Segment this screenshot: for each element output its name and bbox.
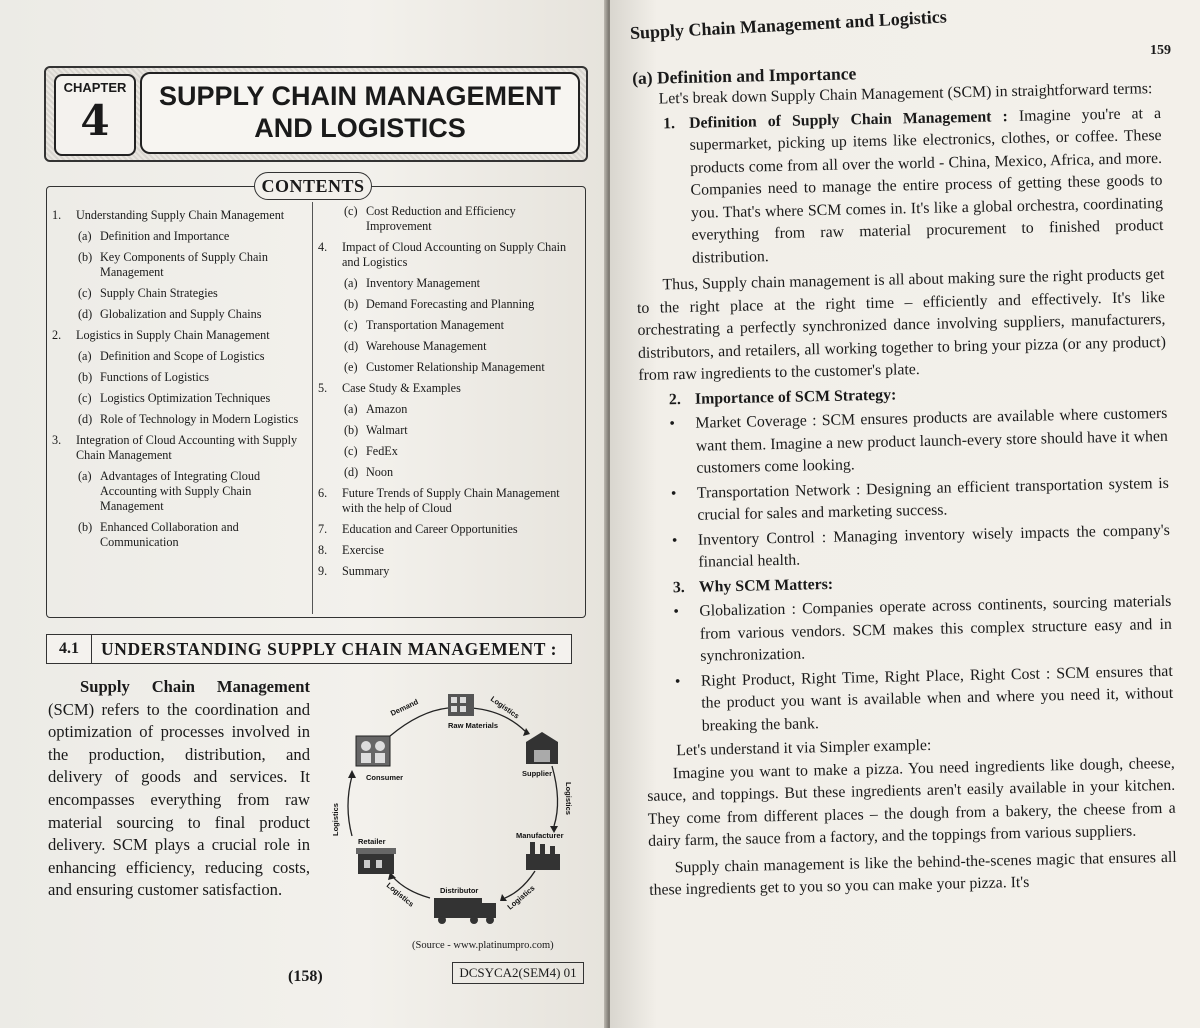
contents-item-number: (c) — [344, 204, 358, 218]
contents-item-text: Customer Relationship Management — [366, 360, 545, 374]
example-paragraph: Imagine you want to make a pizza. You need ingredients like dough, cheese, sauce, and toppings. But these ingredients aren't easily available in your kitchen. They come from different places – the dough from a bakery, the cheese from a dairy farm, the sauce from a factory, and the toppings from various suppliers. — [647, 754, 1176, 850]
contents-item-text: Enhanced Collaboration and Communication — [100, 520, 239, 549]
contents-item — [52, 433, 308, 463]
contents-item — [52, 520, 308, 550]
contents-item-number: (c) — [78, 286, 92, 300]
section-number: 4.1 — [47, 635, 92, 663]
supply-chain-diagram — [330, 686, 573, 936]
bullet-title: Market Coverage : — [695, 412, 822, 432]
bullet-item — [643, 591, 1172, 670]
contents-item — [318, 486, 580, 516]
contents-item-number: (b) — [344, 297, 359, 311]
contents-item — [52, 391, 308, 406]
chapter-label: CHAPTER — [63, 80, 127, 95]
bullet-title: Globalization : — [699, 600, 803, 620]
intro-paragraph — [48, 676, 310, 902]
contents-item — [52, 208, 308, 223]
consumer-icon — [356, 736, 390, 766]
item-2-number: 2. — [668, 390, 681, 408]
contents-item-number: 9. — [318, 564, 328, 578]
contents-item-number: (a) — [344, 402, 358, 416]
contents-item — [318, 276, 580, 291]
bullet-text: Companies operate across continents, sourcing materials from various vendors. SCM makes this complex structure easy and in synchronization. — [699, 592, 1172, 665]
contents-item-number: 4. — [318, 240, 328, 254]
contents-item-number: (d) — [344, 339, 359, 353]
contents-item-number: (d) — [78, 307, 93, 321]
logistics-label-2: Logistics — [564, 782, 573, 815]
right-page-number: 159 — [1150, 43, 1171, 58]
contents-item-text: Integration of Cloud Accounting with Supply Chain Management — [76, 433, 298, 462]
right-page — [610, 0, 1200, 1028]
supplier-icon — [526, 732, 558, 764]
bullet-item — [642, 519, 1171, 575]
contents-item-text: Role of Technology in Modern Logistics — [100, 412, 299, 426]
contents-item-number: 1. — [52, 208, 62, 222]
contents-item — [318, 297, 580, 312]
item-2-bullets — [639, 403, 1170, 576]
contents-item — [318, 465, 580, 480]
running-head: Supply Chain Management and Logistics — [629, 6, 948, 43]
contents-item-number: (b) — [78, 520, 93, 534]
contents-item-number: (d) — [344, 465, 359, 479]
bullet-icon: • — [669, 415, 676, 433]
consumer-label: Consumer — [366, 773, 404, 782]
raw-materials-icon — [448, 694, 474, 716]
section-title: UNDERSTANDING SUPPLY CHAIN MANAGEMENT : — [101, 639, 558, 659]
contents-item-number: (d) — [78, 412, 93, 426]
section-heading — [46, 634, 572, 664]
item-1-text: Imagine you're at a supermarket, picking up items like electronics, clothes, or coffee. These products come from all over the world - China, Mexico, Africa, and more. Companies need to manage the entire process of getting these goods to you. That's where SCM comes in. It's like a global orchestra, coordinating everything from raw material procurement to finished product distribution. — [689, 104, 1164, 267]
contents-item — [52, 469, 308, 514]
contents-item-text: Amazon — [366, 402, 408, 416]
contents-item-text: Inventory Management — [366, 276, 481, 290]
item-3-number: 3. — [672, 578, 685, 596]
chapter-title-line2: AND LOGISTICS — [254, 113, 466, 143]
item-1 — [633, 102, 1164, 271]
contents-item-number: (a) — [78, 229, 92, 243]
contents-item-text: Walmart — [366, 423, 408, 437]
bullet-title: Right Product, Right Time, Right Place, Right Cost : — [700, 664, 1057, 690]
contents-item — [318, 360, 580, 375]
contents-item — [318, 522, 580, 537]
contents-item-number: (c) — [78, 391, 92, 405]
contents-item-text: Future Trends of Supply Chain Management with the help of Cloud — [342, 486, 560, 515]
contents-item-text: Summary — [342, 564, 390, 578]
logistics-label-5: Logistics — [331, 803, 340, 836]
contents-item — [318, 204, 580, 234]
contents-item-text: Functions of Logistics — [100, 370, 210, 384]
contents-item-number: (a) — [78, 349, 92, 363]
contents-item — [318, 543, 580, 558]
contents-item-number: (e) — [344, 360, 358, 374]
bullet-text: Managing inventory wisely impacts the company's financial health. — [698, 521, 1170, 571]
bullet-icon: • — [673, 603, 680, 621]
contents-item-text: Advantages of Integrating Cloud Accounting with Supply Chain Management — [100, 469, 261, 513]
distributor-icon — [434, 898, 496, 924]
contents-item-number: (a) — [344, 276, 358, 290]
contents-column-2 — [318, 204, 580, 585]
contents-title: CONTENTS — [254, 172, 372, 200]
contents-item — [52, 412, 308, 427]
contents-column-1 — [52, 208, 308, 556]
contents-item — [318, 339, 580, 354]
contents-item-text: Case Study & Examples — [342, 381, 461, 395]
contents-item — [318, 240, 580, 270]
logistics-label-3: Logistics — [505, 883, 537, 912]
raw-materials-label: Raw Materials — [448, 721, 499, 730]
contents-item-number: 5. — [318, 381, 328, 395]
contents-item-number: 2. — [52, 328, 62, 342]
contents-item — [52, 370, 308, 385]
contents-item — [318, 381, 580, 396]
bullet-text: SCM ensures that the product you want is available when and where you need it, without breaking the bank. — [701, 662, 1174, 735]
demand-label: Demand — [389, 697, 420, 718]
contents-item-text: Warehouse Management — [366, 339, 487, 353]
contents-item — [52, 286, 308, 301]
contents-item — [52, 250, 308, 280]
manufacturer-icon — [526, 842, 560, 870]
course-code: DCSYCA2(SEM4) 01 — [452, 962, 584, 984]
intro-line: Let's break down Supply Chain Management (SCM) in straightforward terms: — [658, 80, 1153, 108]
contents-item — [52, 307, 308, 322]
chapter-number: 4 — [80, 96, 110, 145]
contents-item-text: Definition and Importance — [100, 229, 230, 243]
right-page-body — [632, 57, 1177, 902]
contents-item — [52, 328, 308, 343]
item-2-title: Importance of SCM Strategy: — [694, 386, 897, 408]
diagram-source: (Source - www.platinumpro.com) — [412, 940, 554, 951]
contents-item-number: 6. — [318, 486, 328, 500]
contents-item — [318, 318, 580, 333]
bullet-text: SCM ensures products are available where customers want them. Imagine a new product launch-every store should have it when customers come looking. — [695, 404, 1168, 477]
contents-item-text: Globalization and Supply Chains — [100, 307, 262, 321]
intro-bold: Supply Chain Management — [80, 677, 310, 696]
item-1-title: Definition of Supply Chain Management : — [688, 107, 1008, 132]
contents-item-text: Supply Chain Strategies — [100, 286, 218, 300]
manufacturer-label: Manufacturer — [516, 831, 564, 840]
contents-item-number: 7. — [318, 522, 328, 536]
item-1-number: 1. — [662, 114, 676, 132]
item-3-title: Why SCM Matters: — [698, 575, 834, 596]
bullet-title: Transportation Network : — [696, 480, 867, 502]
contents-item-text: Exercise — [342, 543, 384, 557]
contents-item-text: Logistics Optimization Techniques — [100, 391, 271, 405]
subheading: (a) Definition and Importance — [632, 63, 857, 88]
retailer-label: Retailer — [358, 837, 386, 846]
contents-item-text: Definition and Scope of Logistics — [100, 349, 265, 363]
retailer-icon — [356, 848, 396, 874]
contents-item-text: Education and Career Opportunities — [342, 522, 518, 536]
supplier-label: Supplier — [522, 769, 553, 778]
contents-item-number: 3. — [52, 433, 62, 447]
bullet-icon: • — [671, 531, 678, 549]
closing-paragraph: Supply chain management is like the behind-the-scenes magic that ensures all these ingredients get to you so you can make your pizza. It's — [649, 848, 1177, 899]
contents-item — [318, 423, 580, 438]
bullet-title: Inventory Control : — [697, 528, 834, 549]
arrow-logistics-5 — [348, 776, 352, 836]
contents-item-text: Cost Reduction and Efficiency Improvement — [366, 204, 516, 233]
contents-item-text: Demand Forecasting and Planning — [366, 297, 535, 311]
contents-divider — [312, 202, 313, 614]
intro-text: (SCM) refers to the coordination and optimization of processes involved in the production, distribution, and delivery of goods and services. It encompasses everything from raw material sourcing to final product delivery. SCM plays a crucial role in enhancing efficiency, reducing costs, and ensuring customer satisfaction. — [48, 699, 310, 900]
contents-item — [52, 349, 308, 364]
contents-item-text: Transportation Management — [366, 318, 504, 332]
item-3-bullets — [643, 591, 1174, 739]
distributor-label: Distributor — [440, 886, 479, 895]
contents-item-number: (b) — [78, 250, 93, 264]
logistics-label-1: Logistics — [488, 694, 521, 721]
arrow-logistics-2 — [552, 766, 558, 826]
contents-item-number: 8. — [318, 543, 328, 557]
left-page-number: (158) — [288, 968, 323, 985]
contents-item — [52, 229, 308, 244]
bullet-icon: • — [670, 484, 677, 502]
thus-paragraph: Thus, Supply chain management is all about making sure the right products get to the right place at the right time – efficiently and effectively. It's like orchestrating a perfectly synchronized dance involving suppliers, manufacturers, distributors, and retailers, all working together to bring your pizza (or any product) from raw ingredients to the customer's plate. — [636, 265, 1167, 384]
contents-item-number: (c) — [344, 444, 358, 458]
contents-item-number: (b) — [344, 423, 359, 437]
chapter-title — [140, 72, 580, 154]
contents-item-number: (a) — [78, 469, 92, 483]
contents-item-text: Impact of Cloud Accounting on Supply Chain and Logistics — [342, 240, 567, 269]
example-heading: Let's understand it via Simpler example: — [676, 736, 932, 760]
contents-item-text: Understanding Supply Chain Management — [76, 208, 285, 222]
bullet-item — [639, 403, 1168, 482]
bullet-icon: • — [674, 672, 681, 690]
contents-item — [318, 564, 580, 579]
contents-item-text: FedEx — [366, 444, 398, 458]
contents-item-text: Key Components of Supply Chain Management — [100, 250, 268, 279]
bullet-text: Designing an efficient transportation system is crucial for sales and marketing success. — [697, 474, 1169, 524]
bullet-item — [645, 660, 1174, 739]
contents-item — [318, 444, 580, 459]
contents-item-number: (c) — [344, 318, 358, 332]
contents-item-number: (b) — [78, 370, 93, 384]
chapter-box — [54, 74, 136, 156]
contents-item-text: Noon — [366, 465, 394, 479]
contents-item-text: Logistics in Supply Chain Management — [76, 328, 270, 342]
logistics-label-4: Logistics — [384, 880, 416, 909]
chapter-title-line1: SUPPLY CHAIN MANAGEMENT — [158, 81, 562, 111]
contents-item — [318, 402, 580, 417]
